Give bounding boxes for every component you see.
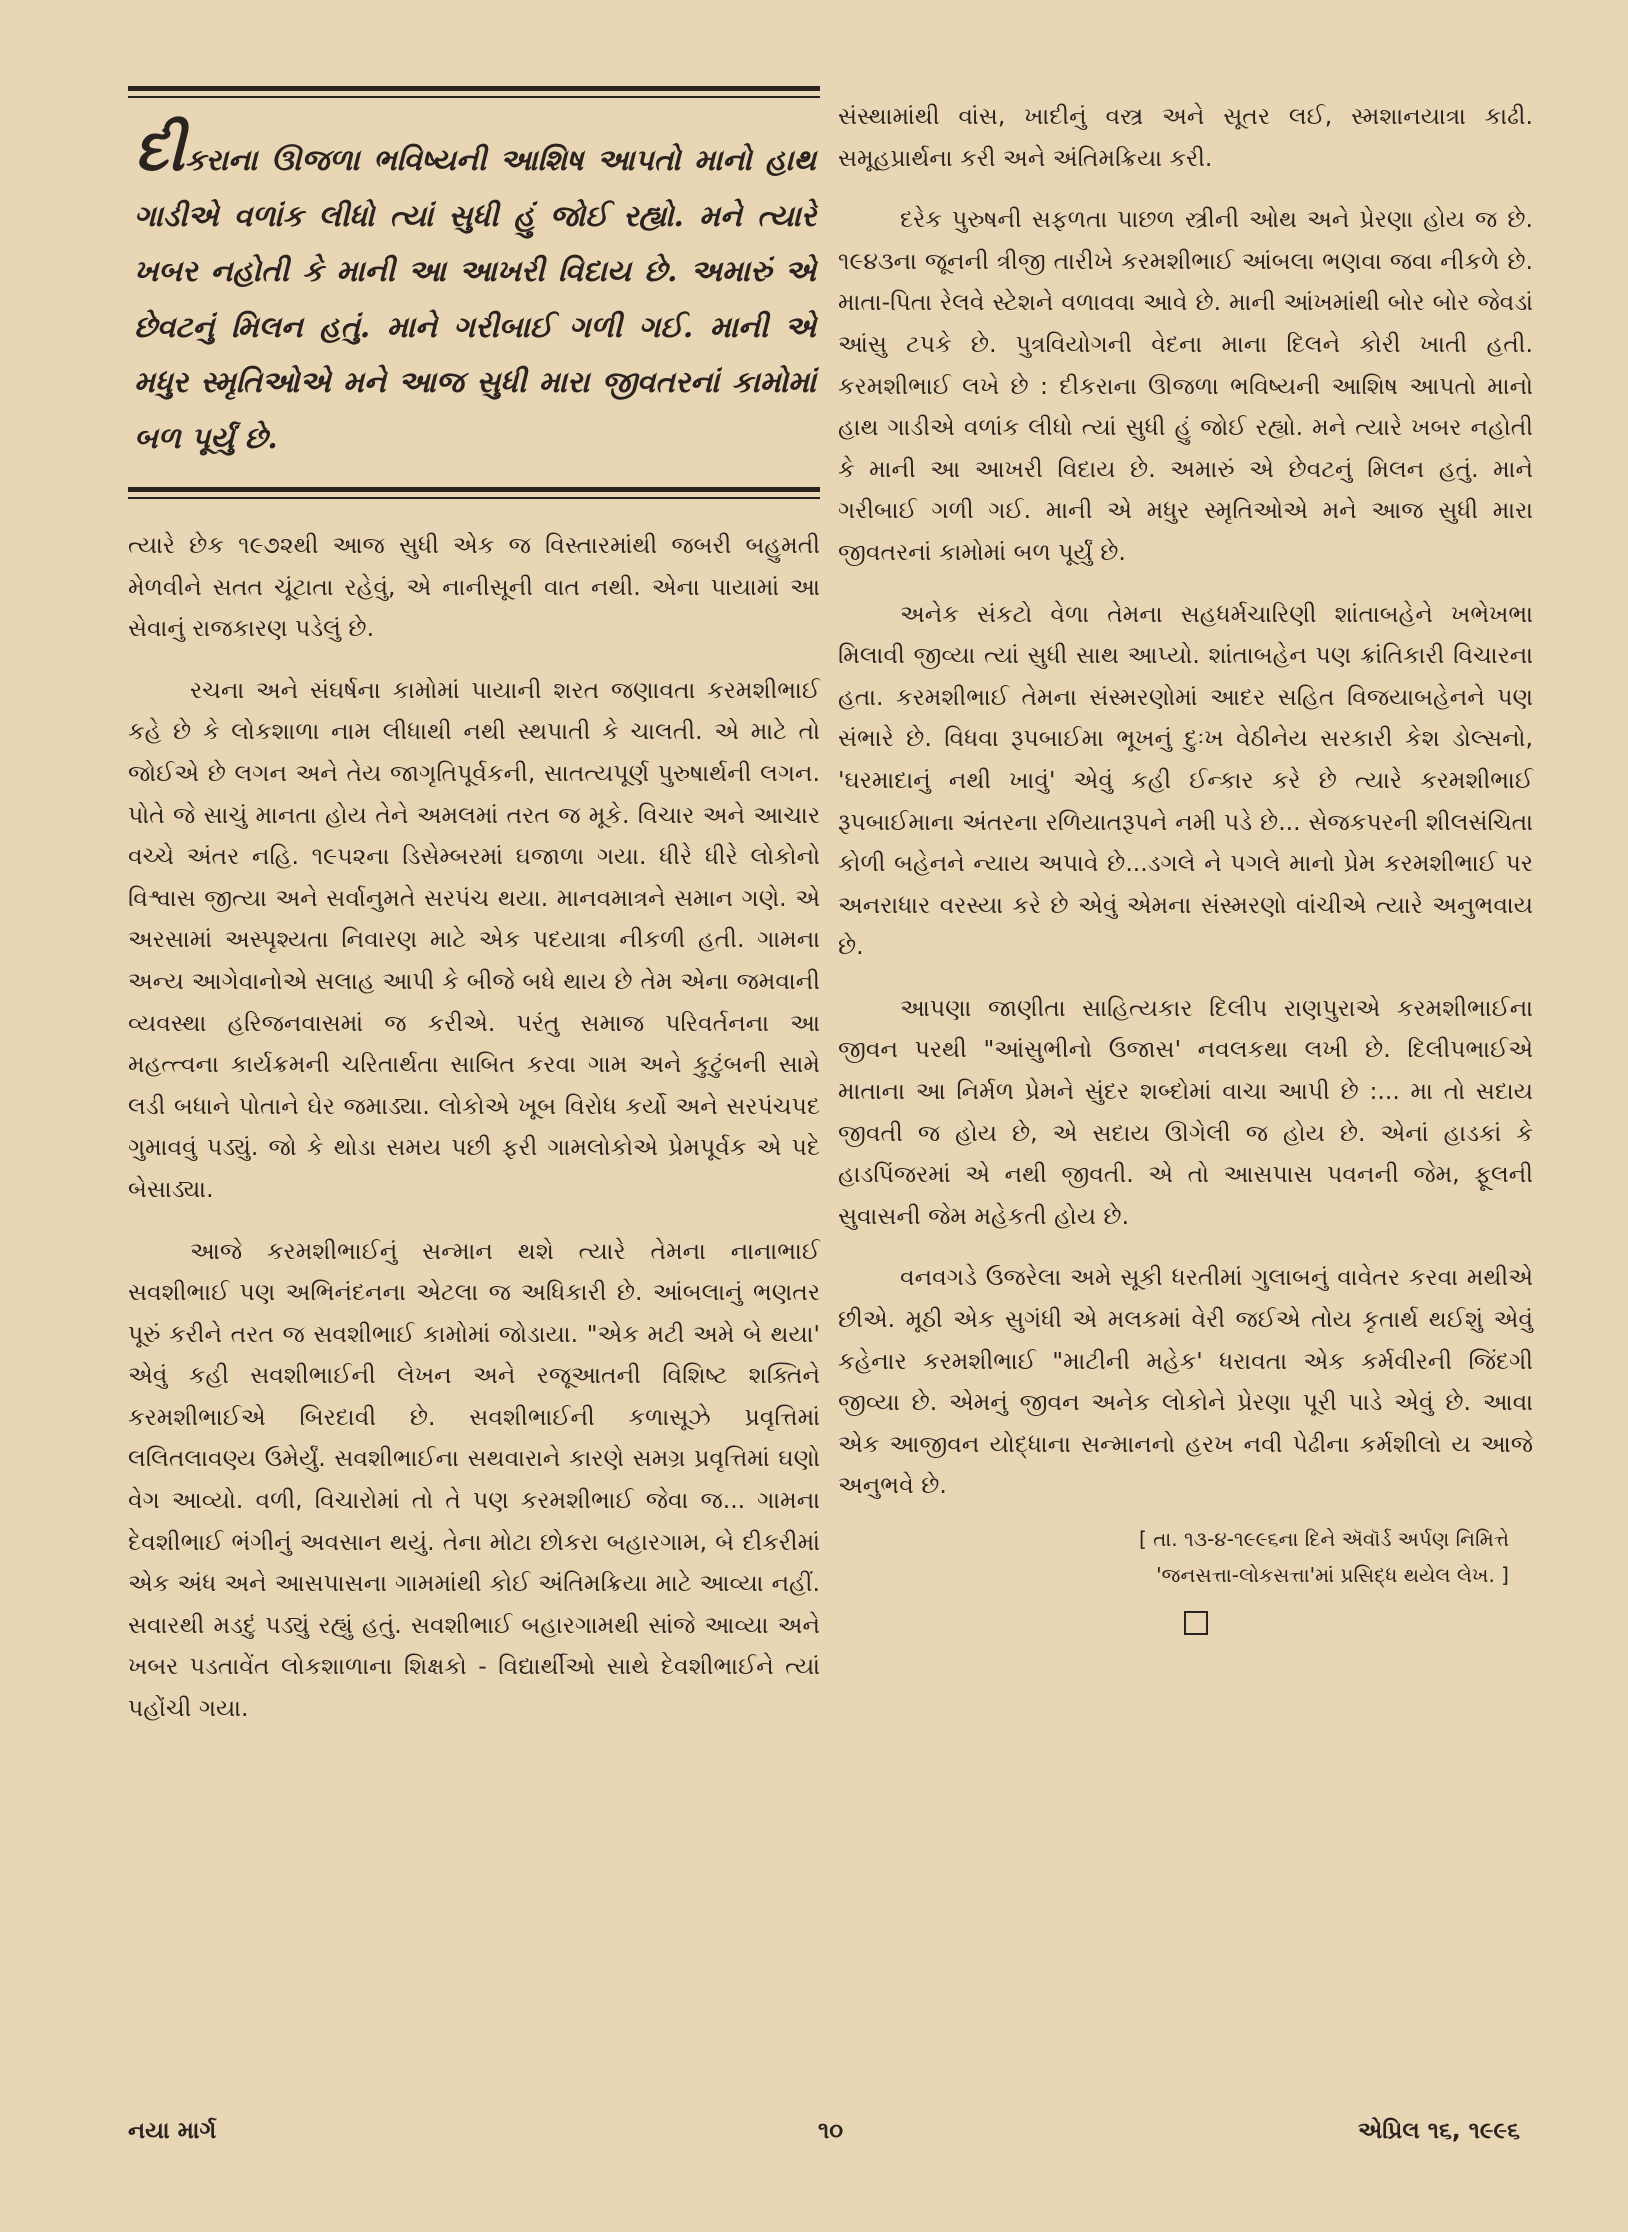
pull-quote: [128, 98, 820, 485]
issue-date: એપ્રિલ ૧૬, ૧૯૯૬: [1357, 2118, 1520, 2144]
page-footer: [128, 2118, 1560, 2158]
left-column: [128, 86, 820, 1730]
citation-line-2: 'જનસત્તા-લોકસત્તા'માં પ્રસિદ્ધ થયેલ લેખ. ]: [1156, 1563, 1509, 1587]
article-citation: [838, 1521, 1533, 1593]
pull-quote-bottom-rule-thin: [128, 497, 820, 499]
page-number: ૧૦: [818, 2118, 844, 2144]
pull-quote-body: કરાના ઊજળા ભવિષ્યની આશિષ આપતો માનો હાથ ગાડીએ વળાંક લીધો ત્યાં સુધી હું જોઈ રહ્યો. મને ત્યારે ખબર નહોતી કે માની આ આખરી વિદાય છે. અમારું એ છેવટનું મિલન હતું. માને ગરીબાઈ ગળી ગઈ. માની એ મધુર સ્મૃતિઓએ મને આજ સુધી મારા જીવતરનાં કામોમાં બળ પૂર્યું છે.: [134, 142, 816, 455]
pull-quote-top-rule: [128, 86, 820, 91]
end-of-article-square-icon: [1184, 1611, 1208, 1635]
citation-line-1: [ તા. ૧૩-૪-૧૯૯૬ના દિને ઍવૉર્ડ અર્પણ નિમિત્તે: [1138, 1527, 1509, 1551]
pull-quote-bottom-rules: [128, 487, 820, 499]
paragraph: આપણા જાણીતા સાહિત્યકાર દિલીપ રાણપુરાએ કરમશીભાઈના જીવન પરથી "આંસુભીનો ઉજાસ' નવલકથા લખી છે. દિલીપભાઈએ માતાના આ નિર્મળ પ્રેમને સુંદર શબ્દોમાં વાચા આપી છે :... મા તો સદાય જીવતી જ હોય છે, એ સદાય ઊગેલી જ હોય છે. એનાં હાડકાં કે હાડપિંજરમાં એ નથી જીવતી. એ તો આસપાસ પવનની જેમ, ફૂલની સુવાસની જેમ મહેકતી હોય છે.: [838, 993, 1533, 1230]
right-column: [838, 96, 1533, 1635]
pull-quote-bottom-rule: [128, 487, 820, 492]
paragraph: રચના અને સંઘર્ષના કામોમાં પાયાની શરત જણાવતા કરમશીભાઈ કહે છે કે લોકશાળા નામ લીધાથી નથી સ્થપાતી કે ચાલતી. એ માટે તો જોઈએ છે લગન અને તેય જાગૃતિપૂર્વકની, સાતત્યપૂર્ણ પુરુષાર્થની લગન. પોતે જે સાચું માનતા હોય તેને અમલમાં તરત જ મૂકે. વિચાર અને આચાર વચ્ચે અંતર નહિ. ૧૯૫૨ના ડિસેમ્બરમાં ઘજાળા ગયા. ધીરે ધીરે લોકોનો વિશ્વાસ જીત્યા અને સર્વાનુમતે સરપંચ થયા. માનવમાત્રને સમાન ગણે. એ અરસામાં અસ્પૃશ્યતા નિવારણ માટે એક પદયાત્રા નીકળી હતી. ગામના અન્ય આગેવાનોએ સલાહ આપી કે બીજે બધે થાય છે તેમ એના જમવાની વ્યવસ્થા હરિજનવાસમાં જ કરીએ. પરંતુ સમાજ પરિવર્તનના આ મહત્ત્વના કાર્યક્રમની ચરિતાર્થતા સાબિત કરવા ગામ અને કુટુંબની સામે લડી બધાને પોતાને ઘેર જમાડ્યા. લોકોએ ખૂબ વિરોધ કર્યો અને સરપંચપદ ગુમાવવું પડ્યું. જો કે થોડા સમય પછી ફરી ગામલોકોએ પ્રેમપૂર્વક એ પદે બેસાડ્યા.: [128, 675, 820, 1203]
left-body-text: [128, 525, 820, 1730]
drop-cap: દી: [134, 115, 185, 185]
paragraph: આજે કરમશીભાઈનું સન્માન થશે ત્યારે તેમના નાનાભાઈ સવશીભાઈ પણ અભિનંદનના એટલા જ અધિકારી છે. આંબલાનું ભણતર પૂરું કરીને તરત જ સવશીભાઈ કામોમાં જોડાયા. "એક મટી અમે બે થયા' એવું કહી સવશીભાઈની લેખન અને રજૂઆતની વિશિષ્ટ શક્તિને કરમશીભાઈએ બિરદાવી છે. સવશીભાઈની કળાસૂઝે પ્રવૃત્તિમાં લલિતલાવણ્ય ઉમેર્યું. સવશીભાઈના સથવારાને કારણે સમગ્ર પ્રવૃત્તિમાં ઘણો વેગ આવ્યો. વળી, વિચારોમાં તો તે પણ કરમશીભાઈ જેવા જ... ગામના દેવશીભાઈ ભંગીનું અવસાન થયું. તેના મોટા છોકરા બહારગામ, બે દીકરીમાં એક અંધ અને આસપાસના ગામમાંથી કોઈ અંતિમક્રિયા માટે આવ્યા નહીં. સવારથી મડદું પડ્યું રહ્યું હતું. સવશીભાઈ બહારગામથી સાંજે આવ્યા અને ખબર પડતાવેંત લોકશાળાના શિક્ષકો - વિદ્યાર્થીઓ સાથે દેવશીભાઈને ત્યાં પહોંચી ગયા.: [128, 1236, 820, 1723]
pull-quote-text: [134, 115, 816, 465]
paragraph: ત્યારે છેક ૧૯૭૨થી આજ સુધી એક જ વિસ્તારમાંથી જબરી બહુમતી મેળવીને સતત ચૂંટાતા રહેવું, એ નાનીસૂની વાત નથી. એના પાયામાં આ સેવાનું રાજકારણ પડેલું છે.: [128, 531, 820, 643]
paragraph: વનવગડે ઉજરેલા અમે સૂકી ધરતીમાં ગુલાબનું વાવેતર કરવા મથીએ છીએ. મૂઠી એક સુગંધી એ મલકમાં વેરી જઈએ તોય કૃતાર્થ થઈશું એવું કહેનાર કરમશીભાઈ "માટીની મહેક' ધરાવતા એક કર્મવીરની જિંદગી જીવ્યા છે. એમનું જીવન અનેક લોકોને પ્રેરણા પૂરી પાડે એવું છે. આવા એક આજીવન યોદ્ધાના સન્માનનો હરખ નવી પેઢીના કર્મશીલો ય આજે અનુભવે છે.: [838, 1263, 1533, 1500]
paragraph: સંસ્થામાંથી વાંસ, ખાદીનું વસ્ત્ર અને સૂતર લઈ, સ્મશાનયાત્રા કાઢી. સમૂહપ્રાર્થના કરી અને અંતિમક્રિયા કરી.: [838, 102, 1533, 172]
right-body-text: [838, 96, 1533, 1507]
paragraph: દરેક પુરુષની સફળતા પાછળ સ્ત્રીની ઓથ અને પ્રેરણા હોય જ છે. ૧૯૪૩ના જૂનની ત્રીજી તારીખે કરમશીભાઈ આંબલા ભણવા જવા નીકળે છે. માતા-પિતા રેલવે સ્ટેશને વળાવવા આવે છે. માની આંખમાંથી બોર બોર જેવડાં આંસુ ટપકે છે. પુત્રવિયોગની વેદના માના દિલને કોરી ખાતી હતી. કરમશીભાઈ લખે છે : દીકરાના ઊજળા ભવિષ્યની આશિષ આપતો માનો હાથ ગાડીએ વળાંક લીધો ત્યાં સુધી હું જોઈ રહ્યો. મને ત્યારે ખબર નહોતી કે માની આ આખરી વિદાય છે. અમારું એ છેવટનું મિલન હતું. માને ગરીબાઈ ગળી ગઈ. માની એ મધુર સ્મૃતિઓએ મને આજ સુધી મારા જીવતરનાં કામોમાં બળ પૂર્યું છે.: [838, 205, 1533, 566]
paragraph: અનેક સંકટો વેળા તેમના સહધર્મચારિણી શાંતાબહેને ખભેખભા મિલાવી જીવ્યા ત્યાં સુધી સાથ આપ્યો. શાંતાબહેન પણ ક્રાંતિકારી વિચારના હતા. કરમશીભાઈ તેમના સંસ્મરણોમાં આદર સહિત વિજયાબહેનને પણ સંભારે છે. વિધવા રૂપબાઈમા ભૂખનું દુઃખ વેઠીનેય સરકારી કેશ ડોલ્સનો, 'ઘરમાદાનું નથી ખાવું' એવું કહી ઈન્કાર કરે છે ત્યારે કરમશીભાઈ રૂપબાઈમાના અંતરના રળિયાતરૂપને નમી પડે છે... સેજકપરની શીલસંચિતા કોળી બહેનને ન્યાય અપાવે છે...ડગલે ને પગલે માનો પ્રેમ કરમશીભાઈ પર અનરાધાર વરસ્યા કરે છે એવું એમના સંસ્મરણો વાંચીએ ત્યારે અનુભવાય છે.: [838, 599, 1533, 961]
magazine-name: નયા માર્ગ: [128, 2118, 217, 2144]
